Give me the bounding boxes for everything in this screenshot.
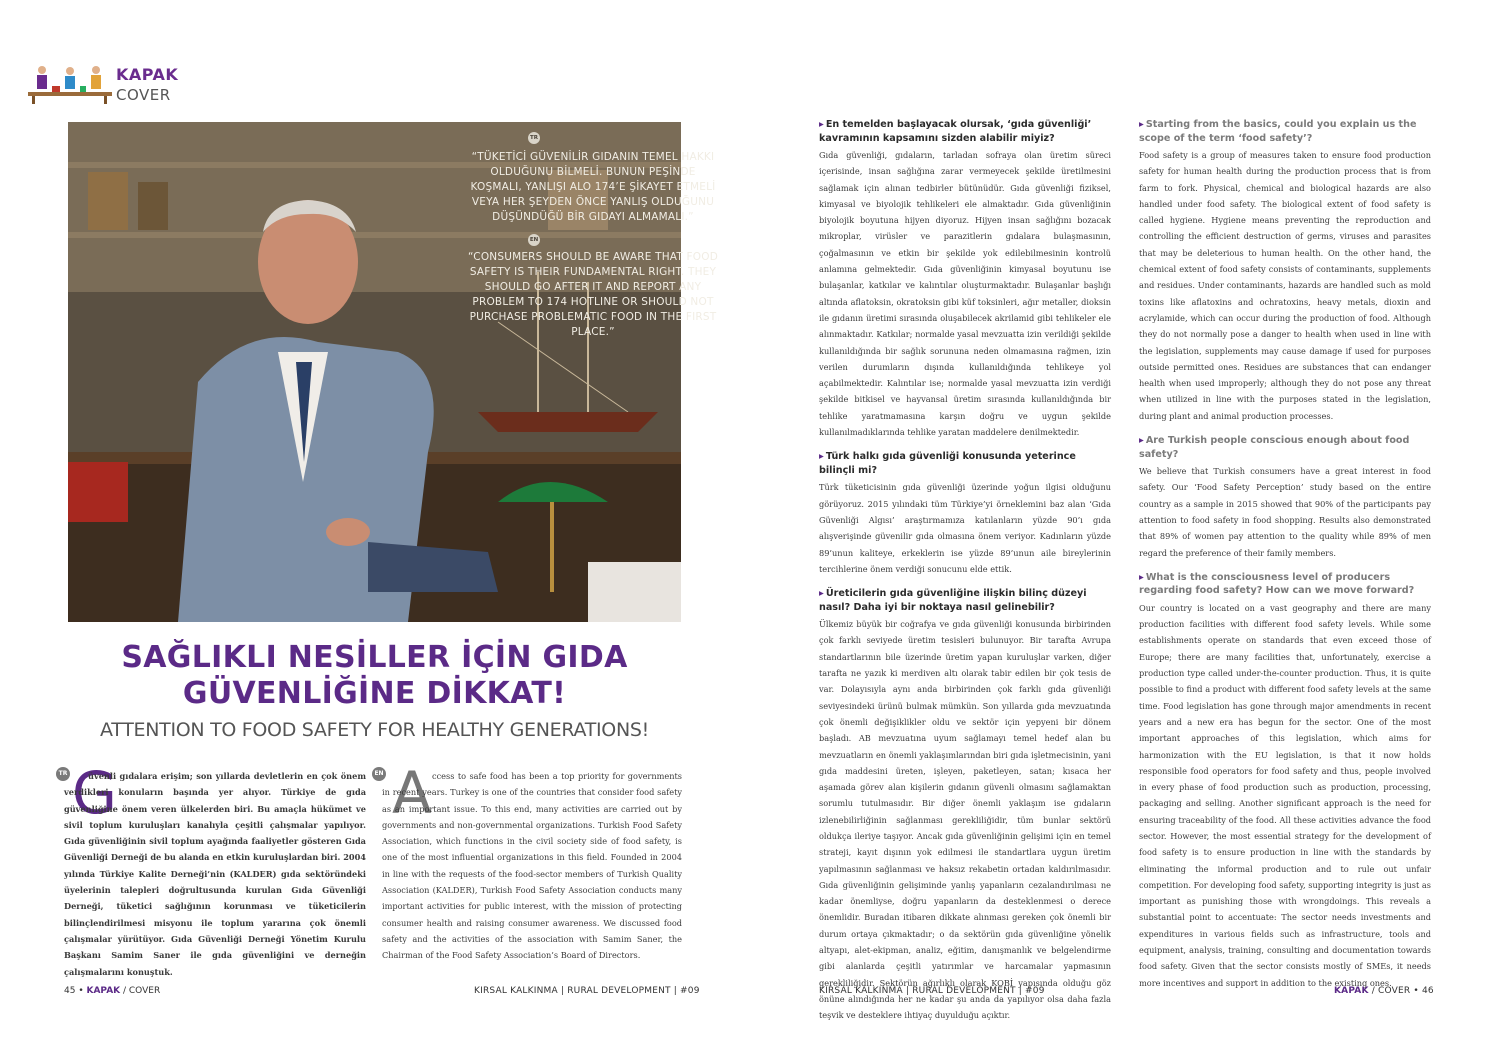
column-tr [819,118,1111,1034]
intro-en-badge: EN [372,767,386,781]
quote-tr-badge: TR [528,132,540,144]
page-number: 45 [64,986,76,996]
pull-quote-tr: “TÜKETİCİ GÜVENİLİR GIDANIN TEMEL HAKKI OLDUĞUNU BİLMELİ. BUNUN PEŞİNDE KOŞMALI, YANLIŞI ALO 174’E ŞİKAYET ETMELİ VEYA HER ŞEYDEN ÖNCE YANLIŞ OLDUĞUNU DÜŞÜNDÜĞÜ BİR GIDAYI ALMAMALI.” [470,151,716,223]
footer-magazine-right: KIRSAL KALKINMA | RURAL DEVELOPMENT | #09 [819,986,1045,996]
intro-text-tr: üvenli gıdalara erişim; son yıllarda devletlerin en çok önem verdikleri konuların başında yer alıyor. Türkiye de gıda güvenliğine önem veren ülkelerden biri. Bu amaçla hükümet ve sivil toplum kuruluşları kanalıyla çeşitli çalışmalar yapılıyor. Gıda güvenliğinin sivil toplum ayağında faaliyetler gösteren Gıda Güvenliği Derneği de bu alanda en etkin kuruluşlardan biri. 2004 yılında Türkiye Kalite Derneği’nin (KALDER) gıda sektöründeki üyelerinin talepleri doğrultusunda kurulan Gıda Güvenliği Derneği, tüketici sağlığının korunması ve tüketicilerin bilinçlendirilmesi misyonu ile toplum yararına çok önemli çalışmalar yürütüyor. Gıda Güvenliği Derneği Yönetim Kurulu Başkanı Samim Saner ile gıda güvenliğini ve derneğin çalışmalarını konuştuk. [64,771,366,977]
column-en [1139,118,1431,1001]
footer-kapak: KAPAK [86,986,121,996]
headline-en: ATTENTION TO FOOD SAFETY FOR HEALTHY GENERATIONS! [100,719,649,741]
answer-text: Food safety is a group of measures taken to ensure food production safety for human health during the production process that is from farm to fork. Physical, chemical and biological hazards are also handled under food safety. The biological extent of food safety is called hygiene. Hygiene means preventing the reproduction and controlling the efficient destruction of germs, viruses and parasites that may be deleterious to human health. On the other hand, the chemical extent of food safety consists of contaminants, supplements and residues. Under contaminants, hazards are handled such as mold toxins like aflatoxins and ochratoxins, heavy metals, dioxin and acrylamide, which can occur during the production of food. Although they do not normally pose a danger to health when used in line with the legislation, supplements may cause damage if used for purposes outside permitted ones. Residues are substances that can endanger health when used improperly; although they do not pose any threat when utilized in line with the purposes stated in the legislation, during plant and animal production processes. [1139,150,1431,421]
cover-illustration-icon [26,62,114,104]
left-page [0,0,748,1058]
headline-tr [68,640,681,712]
intro-en-dropcap: A [392,759,432,827]
intro-text-en: ccess to safe food has been a top priority for governments in recent years. Turkey is one of the countries that consider food safety as an important issue. To this end, many activities are carried out by governments and non-governmental organizations. Turkish Food Safety Association, which functions in the civil society side of food safety, is one of the most influential organizations in this field. Founded in 2004 in line with the requests of the food-sector members of Turkish Quality Association (KALDER), Turkish Food Safety Association conducts many important activities for public interest, with the mission of protecting consumer health and raising consumer awareness. We discussed food safety and the activities of the association with Samim Saner, the Chairman of the Food Safety Association’s Board of Directors. [382,771,682,961]
question-heading: ▸ Starting from the basics, could you explain us the scope of the term ‘food safety’? [1139,119,1417,144]
headline-tr-line2: GÜVENLİĞİNE DİKKAT! [182,676,567,711]
question-heading: ▸ Üreticilerin gıda güvenliğine ilişkin bilinç düzeyi nasıl? Daha iyi bir noktaya nasıl gelinebilir? [819,588,1087,613]
section-title-kapak: KAPAK [116,65,179,84]
question-heading: ▸ Türk halkı gıda güvenliği konusunda yeterince bilinçli mi? [819,451,1076,476]
answer-text: Gıda güvenliği, gıdaların, tarladan sofraya olan üretim süreci içerisinde, insan sağlığına zarar vermeyecek şekilde üretilmesini sağlamak için alınan tedbirler bütünüdür. Gıda güvenliği fiziksel, kimyasal ve biyolojik tehlikeleri ele almaktadır. Gıda güvenliğinin biyolojik boyutuna hijyen diyoruz. Hijyen insan sağlığını bozacak mikroplar, virüsler ve parazitlerin gıdalara bulaşmasının, çoğalmasının ve etkin bir şekilde yok edilebilmesinin kontrolü anlamına gelmektedir. Gıda güvenliğinin kimyasal boyutunu ise bulaşanlar, katkılar ve kalıntılar oluşturmaktadır. Bulaşanlar başlığı altında aflatoksin, okratoksin gibi küf toksinleri, ağır metaller, dioksin ile gıdanın üretimi sırasında oluşabilecek akrilamid gibi tehlikeler ele alınmaktadır. Katkılar; normalde yasal mevzuatta izin verildiği şekilde kullanıldığında bir sağlık sorununa neden olmamasına rağmen, izin verilen durumların dışında kullanıldığında tehlikeye yol açabilmektedir. Kalıntılar ise; normalde yasal mevzuatta izin verdiği şekilde bitkisel ve hayvansal üretim sırasında kullanıldığında bir tehlike yaratmamasına karşın doğru ve uygun şekilde kullanılmadıklarında tehlike yaratan maddelere denilmektedir. [819,150,1111,438]
headline-tr-line1: SAĞLIKLI NESİLLER İÇİN GIDA [121,640,628,675]
answer-text: Türk tüketicisinin gıda güvenliği üzerinde yoğun ilgisi olduğunu görüyoruz. 2015 yılındaki tüm Türkiye’yi örneklemini baz alan ‘Gıda Güvenliği Algısı’ araştırmamıza katılanların yüzde 90’ı gıda alışverişinde güvenilir gıda olmasına önem veriyor. Kadınların yüzde 89’unun kaliteye, erkeklerin ise yüzde 89’unun aile bireylerinin tercihlerine önem verdiği sonucunu elde ettik. [819,482,1111,574]
answer-text: We believe that Turkish consumers have a great interest in food safety. Our ‘Food Safety Perception’ study based on the entire country as a sample in 2015 showed that 90% of the participants pay attention to food safety in food shopping. Results also demonstrated that 89% of women pay attention to the quality while 89% of men regard the preference of their family members. [1139,466,1431,558]
section-title-cover: COVER [116,86,171,104]
question-heading: ▸ En temelden başlayacak olursak, ‘gıda güvenliği’ kavramının kapsamını sizden alabilir miyiz? [819,119,1092,144]
right-page [749,0,1497,1058]
answer-text: Ülkemiz büyük bir coğrafya ve gıda güvenliği konusunda birbirinden çok farklı seviyede üretim tesisleri bulunuyor. Bir tarafta Avrupa standartlarının bile üzerinde üretim yapan kuruluşlar varken, diğer tarafta ne yazık ki merdiven altı olarak tabir edilen bir çok tesis de var. Dolayısıyla aynı anda birbirinden çok farklı gıda güvenliği seviyesindeki ürünü bulmak mümkün. Son yıllarda gıda mevzuatında çok önemli değişiklikler oldu ve sektör için yepyeni bir dönem başladı. AB mevzuatına uyum sağlamayı temel hedef alan bu mevzuatların en önemli yaklaşımlarından biri gıda işletmecisinin, yani gıda maddesini üreten, işleyen, paketleyen, satan; kısaca her aşamada görev alan kişilerin gıdanın güvenli olmasını sağlamaktan sorumlu tutulmasıdır. Bir diğer önemli yaklaşım ise gıdaların izlenebilirliğinin sağlanması gerekliliğidir, tüm bunlar sektörü oldukça ileriye taşıyor. Ancak gıda güvenliğinin gelişimi için en temel strateji, kayıt dışının yok edilmesi ile standartlara uygun üretim yapılmasının sağlanması ve haksız rekabetin ortadan kaldırılmasıdır. Gıda güvenliğinin gelişiminde yanlış yapanların cezalandırılması ne kadar önemliyse, doğru yapanların da desteklenmesi o derece önemlidir. Buradan itibaren dikkate alınması gereken çok önemli bir durum ortaya çıkmaktadır; o da sektörün gıda güvenliğine yönelik altyapı, alet-ekipman, analiz, eğitim, danışmanlık ve belgelendirme gibi alanlarda çeşitli yatırımlar ve harcamalar yapmasının gerekliliğidir. Sektörün ağırlıklı olarak KOBİ yapısında olduğu göz önüne alındığında her ne kadar şu anda da yapılıyor olsa daha fazla teşvik ve desteklere ihtiyaç duyulduğu açıktır. [819,619,1111,1021]
intro-tr-dropcap: G [72,759,117,827]
question-heading: ▸ Are Turkish people conscious enough about food safety? [1139,435,1410,460]
page-footer-left: 45 • KAPAK / COVER [64,986,161,996]
answer-text: Our country is located on a vast geography and there are many production facilities with different food safety levels. While some establishments operate on standards that even exceed those of Europe; there are many facilities that, unfortunately, exercise a production type called under-the-counter production. Thus, it is quite possible to find a product with different food safety levels at the same time. Food legislation has gone through major amendments in recent years and a new era has begun for the sector. One of the most important approaches of this legislation, which aims for harmonization with the EU legislation, is that it now holds responsible food operators for food safety and thus, people involved in every phase of food production such as production, processing, packaging and selling. Another significant approach is the need for ensuring traceability of the food. All these activities advance the food sector. However, the most essential strategy for the development of food safety is to ensure production in line with the standards by eliminating the informal production and to rule out unfair competition. For developing food safety, supporting integrity is just as important as punishing those with wrongdoings. This reveals a substantial point to accentuate: The sector needs investments and expenditures in various fields such as infrastructure, tools and equipment, analysis, training, consulting and documentation towards food safety. Given that the sector consists mostly of SMEs, it needs more incentives and support in addition to the existing ones. [1139,602,1431,988]
interview-photo [68,122,718,622]
footer-cover-page: / COVER • 46 [1368,986,1434,996]
footer-magazine-left: KIRSAL KALKINMA | RURAL DEVELOPMENT | #09 [474,986,700,996]
page-footer-right [1334,986,1434,996]
question-heading: ▸ What is the consciousness level of producers regarding food safety? How can we move forward? [1139,571,1415,597]
footer-kapak: KAPAK [1334,986,1369,996]
quote-en-badge: EN [528,234,540,246]
intro-tr-badge: TR [56,767,70,781]
pull-quote-en: “CONSUMERS SHOULD BE AWARE THAT FOOD SAFETY IS THEIR FUNDAMENTAL RIGHT. THEY SHOULD GO AFTER IT AND REPORT ANY PROBLEM TO 174 HOTLINE OR SHOULD NOT PURCHASE PROBLEMATIC FOOD IN THE FIRST PLACE.” [468,251,718,338]
footer-cover: / COVER [120,986,161,996]
